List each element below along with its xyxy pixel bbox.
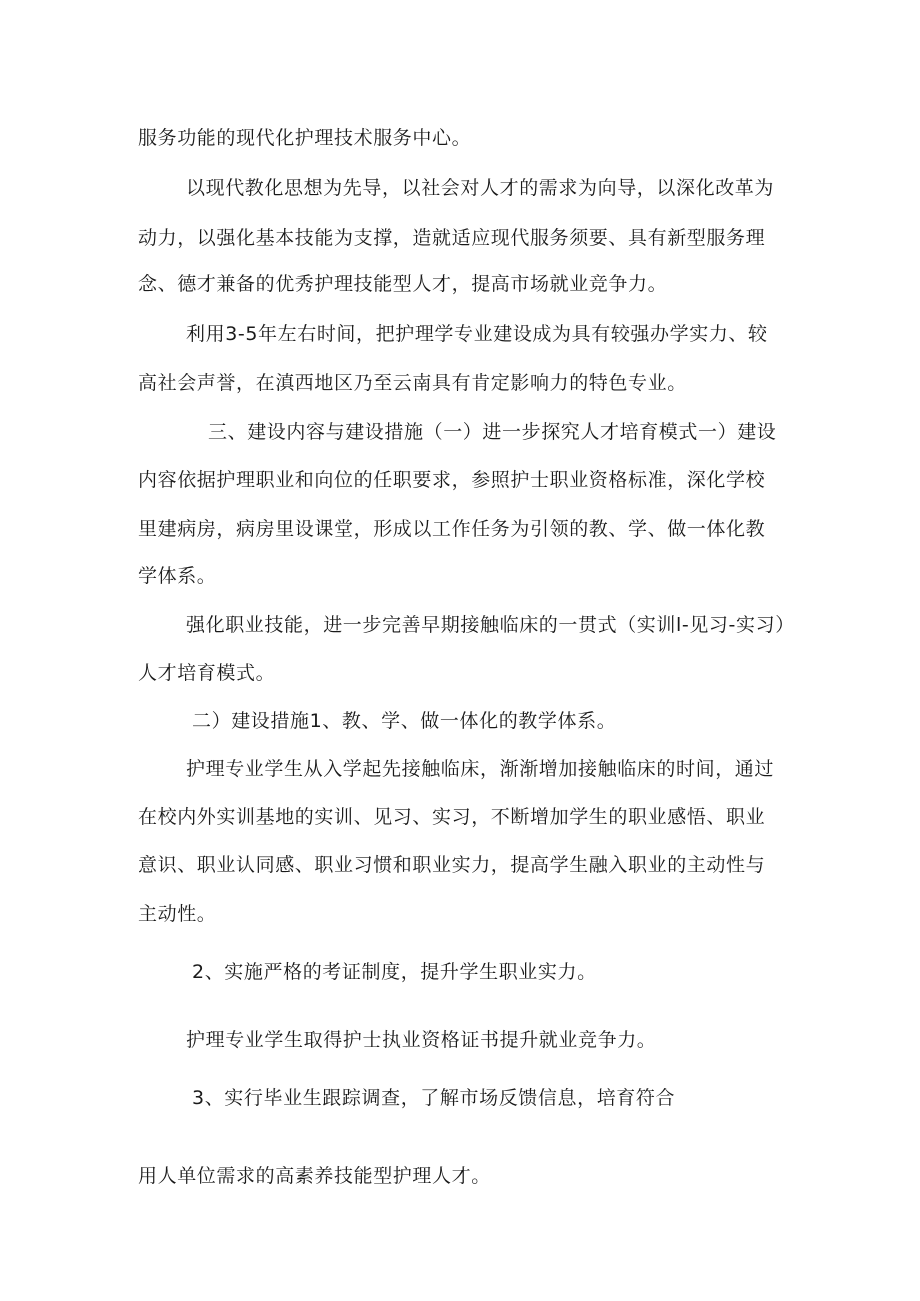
text-line: 用人单位需求的高素养技能型护理人才。 xyxy=(138,1165,491,1187)
text-line: 主动性。 xyxy=(138,903,217,925)
text-line: 二）建设措施1、教、学、做一体化的教学体系。 xyxy=(192,710,617,732)
text-line: 护理专业学生取得护士执业资格证书提升就业竞争力。 xyxy=(186,1029,657,1051)
text-line: 3、实行毕业生跟踪调查，了解市场反馈信息，培育符合 xyxy=(192,1087,676,1109)
text-line: 意识、职业认同感、职业习惯和职业实力，提高学生融入职业的主动性与 xyxy=(138,854,766,876)
text-line: 动力，以强化基本技能为支撑，造就适应现代服务须要、具有新型服务理 xyxy=(138,227,766,249)
text-line: 三、建设内容与建设措施（一）进一步探究人才培育模式一）建设 xyxy=(208,421,777,443)
text-line: 2、实施严格的考证制度，提升学生职业实力。 xyxy=(192,961,597,983)
text-line: 念、德才兼备的优秀护理技能型人才，提高市场就业竞争力。 xyxy=(138,273,668,295)
text-line: 利用3-5年左右时间，把护理学专业建设成为具有较强办学实力、较 xyxy=(186,323,768,345)
text-line: 在校内外实训基地的实训、见习、实习，不断增加学生的职业感悟、职业 xyxy=(138,806,766,828)
text-line: 以现代教化思想为先导，以社会对人才的需求为向导，以深化改革为 xyxy=(186,177,775,199)
text-line: 人才培育模式。 xyxy=(138,662,276,684)
text-line: 强化职业技能，进一步完善早期接触临床的一贯式（实训l-见习-实习） xyxy=(186,614,795,636)
text-line: 高社会声誉，在滇西地区乃至云南具有肯定影响力的特色专业。 xyxy=(138,372,687,394)
text-line: 内容依据护理职业和向位的任职要求，参照护士职业资格标准，深化学校 xyxy=(138,469,766,491)
text-line: 服务功能的现代化护理技术服务中心。 xyxy=(138,127,472,149)
text-line: 护理专业学生从入学起先接触临床，渐渐增加接触临床的时间，通过 xyxy=(186,758,775,780)
text-line: 里建病房，病房里设课堂，形成以工作任务为引领的教、学、做一体化教 xyxy=(138,518,766,540)
text-line: 学体系。 xyxy=(138,565,217,587)
